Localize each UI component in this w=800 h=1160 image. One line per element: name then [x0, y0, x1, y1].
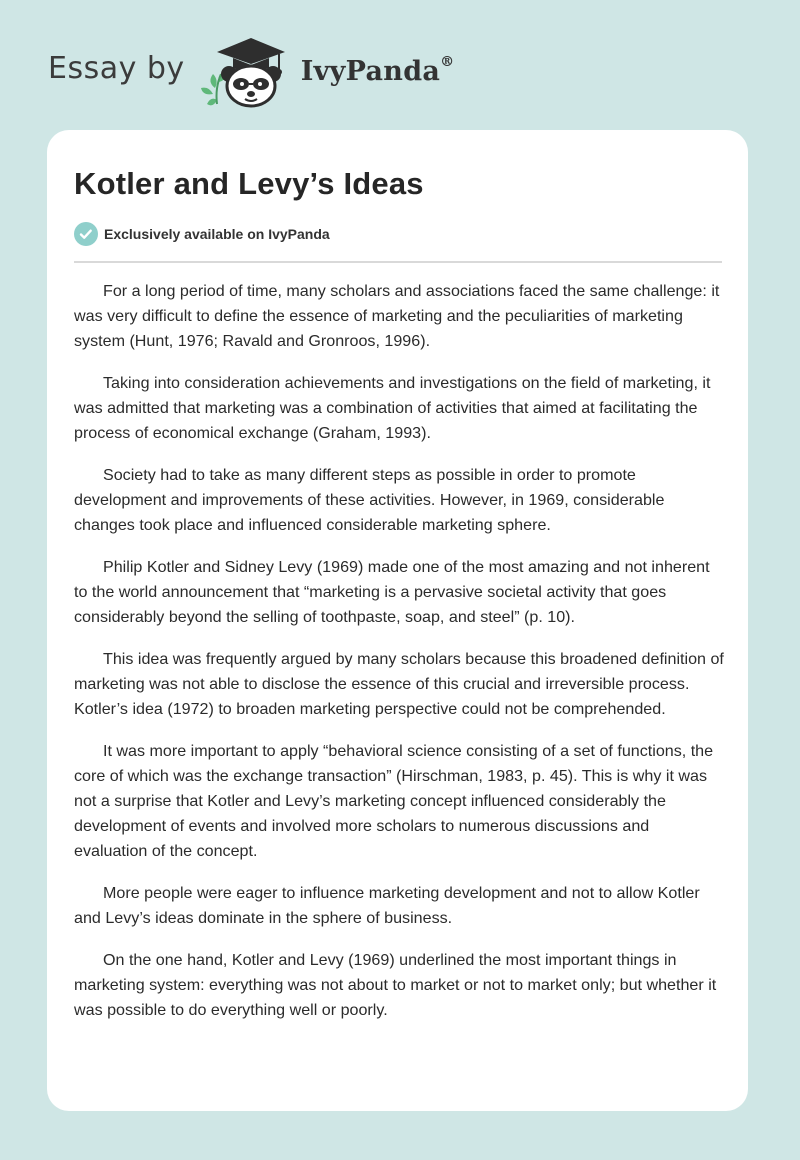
paragraph: It was more important to apply “behavioral science consisting of a set of functions, the core of which was the exchange transaction” (Hirschman, 1983, p. 45). This is why it was not a surprise that Kotler and Levy’s marketing concept influenced considerably the development of events and involved more scholars to numerous discussions and evaluation of the concept.: [74, 742, 714, 860]
divider: [74, 261, 722, 263]
panda-graduate-icon[interactable]: [199, 34, 295, 108]
paragraph: Philip Kotler and Sidney Levy (1969) made one of the most amazing and not inherent to the world announcement that “marketing is a pervasive societal activity that goes considerably beyond the selling of toothpaste, soap, and steel” (p. 10).: [74, 558, 710, 626]
site-header: [48, 34, 454, 108]
paragraph: More people were eager to influence marketing development and not to allow Kotler and Levy’s ideas dominate in the sphere of business.: [74, 884, 700, 927]
paragraph: This idea was frequently argued by many scholars because this broadened definition of marketing was not able to disclose the essence of this crucial and irreversible process. Kotler’s idea (1972) to broaden marketing perspective could not be comprehended.: [74, 650, 724, 718]
paragraph: Society had to take as many different steps as possible in order to promote development and improvements of these activities. However, in 1969, considerable changes took place and influenced considerable marketing sphere.: [74, 466, 665, 534]
essay-by-label: Essay by: [48, 50, 185, 86]
paragraph: Taking into consideration achievements and investigations on the field of marketing, it was admitted that marketing was a combination of activities that aimed at facilitating the process of economical exchange (Graham, 1993).: [74, 374, 711, 442]
brand-label: IvyPanda: [300, 55, 441, 87]
check-circle-icon: [74, 222, 98, 246]
exclusive-badge: [74, 222, 330, 246]
registered-mark: ®: [440, 53, 455, 70]
article-body: [74, 279, 726, 1040]
paragraph: For a long period of time, many scholars and associations faced the same challenge: it was very difficult to define the essence of marketing and the peculiarities of marketing system (Hunt, 1976; Ravald and Gronroos, 1996).: [74, 282, 720, 350]
article-card: [47, 130, 748, 1111]
paragraph: On the one hand, Kotler and Levy (1969) underlined the most important things in marketing system: everything was not about to market or not to market only; but whether it was possible to do everything well or poorly.: [74, 951, 717, 1019]
brand-name[interactable]: [300, 53, 455, 87]
page-title: Kotler and Levy’s Ideas: [74, 166, 424, 201]
exclusive-badge-label: Exclusively available on IvyPanda: [104, 226, 330, 242]
